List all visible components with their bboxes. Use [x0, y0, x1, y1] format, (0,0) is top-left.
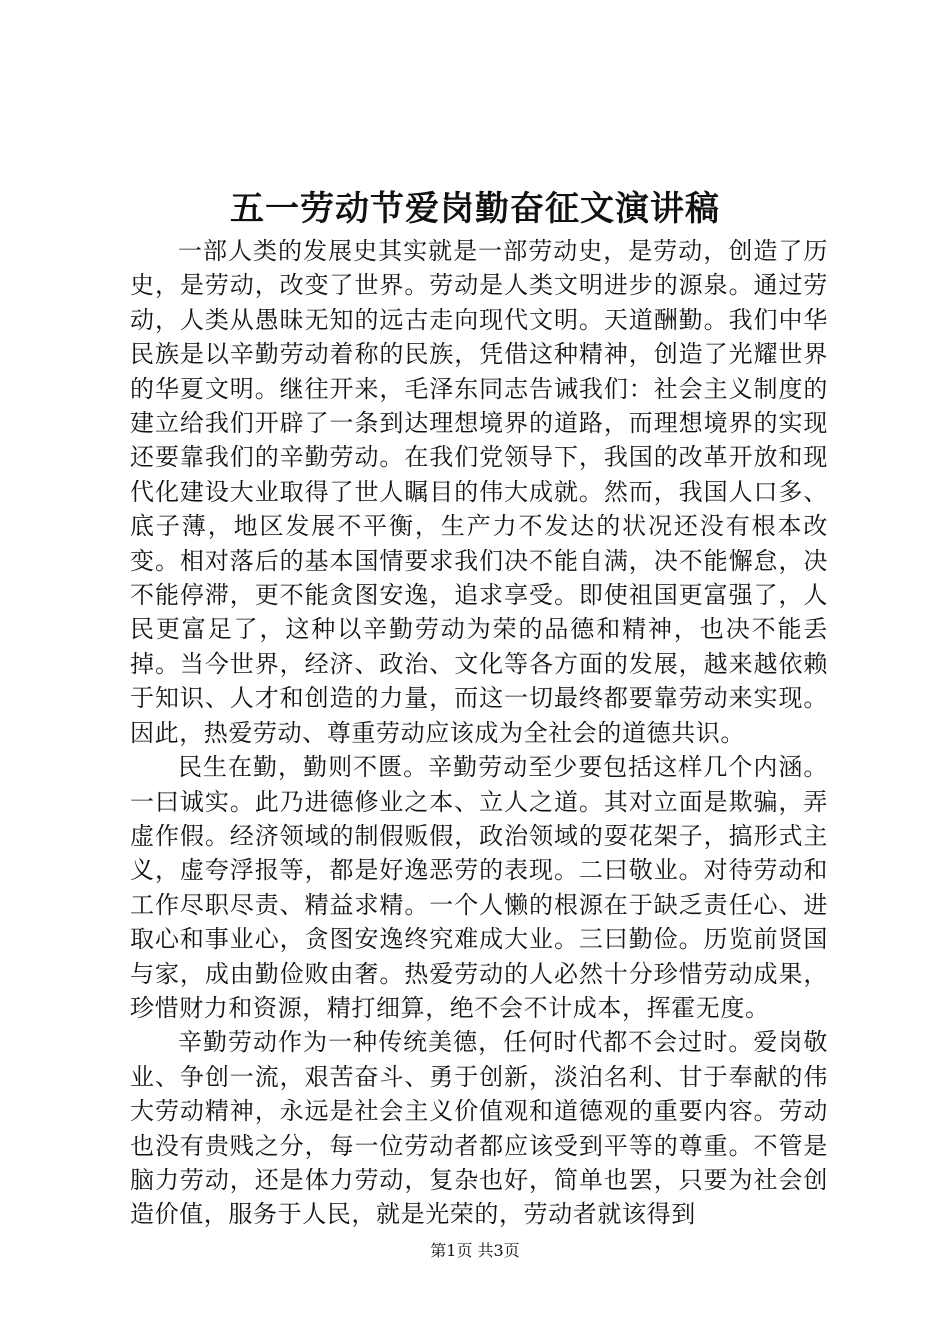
document-title: 五一劳动节爱岗勤奋征文演讲稿	[230, 189, 720, 229]
page-number: 第1页 共3页	[430, 1241, 520, 1260]
paragraph-2: 民生在勤，勤则不匮。辛勤劳动至少要包括这样几个内涵。一曰诚实。此乃进德修业之本、立人之道。其对立面是欺骗，弄虚作假。经济领域的制假贩假，政治领域的耍花架子，搞形式主义，虚夸浮报等，都是好逸恶劳的表现。二曰敬业。对待劳动和工作尽职尽责、精益求精。一个人懒的根源在于缺乏责任心、进取心和事业心，贪图安逸终究难成大业。三曰勤俭。历览前贤国与家，成由勤俭败由奢。热爱劳动的人必然十分珍惜劳动成果，珍惜财力和资源，精打细算，绝不会不计成本，挥霍无度。	[130, 753, 828, 1022]
paragraph-3: 辛勤劳动作为一种传统美德，任何时代都不会过时。爱岗敬业、争创一流，艰苦奋斗、勇于创新，淡泊名利、甘于奉献的伟大劳动精神，永远是社会主义价值观和道德观的重要内容。劳动也没有贵贱之分，每一位劳动者都应该受到平等的尊重。不管是脑力劳动，还是体力劳动，复杂也好，简单也罢，只要为社会创造价值，服务于人民，就是光荣的，劳动者就该得到	[130, 1028, 828, 1229]
document-body	[130, 234, 828, 1232]
paragraph-1: 一部人类的发展史其实就是一部劳动史，是劳动，创造了历史，是劳动，改变了世界。劳动是人类文明进步的源泉。通过劳动，人类从愚昧无知的远古走向现代文明。天道酬勤。我们中华民族是以辛勤劳动着称的民族，凭借这种精神，创造了光耀世界的华夏文明。继往开来，毛泽东同志告诫我们：社会主义制度的建立给我们开辟了一条到达理想境界的道路，而理想境界的实现还要靠我们的辛勤劳动。在我们党领导下，我国的改革开放和现代化建设大业取得了世人瞩目的伟大成就。然而，我国人口多、底子薄，地区发展不平衡，生产力不发达的状况还没有根本改变。相对落后的基本国情要求我们决不能自满，决不能懈怠，决不能停滞，更不能贪图安逸，追求享受。即使祖国更富强了，人民更富足了，这种以辛勤劳动为荣的品德和精神，也决不能丢掉。当今世界，经济、政治、文化等各方面的发展，越来越依赖于知识、人才和创造的力量，而这一切最终都要靠劳动来实现。因此，热爱劳动、尊重劳动应该成为全社会的道德共识。	[130, 237, 828, 747]
